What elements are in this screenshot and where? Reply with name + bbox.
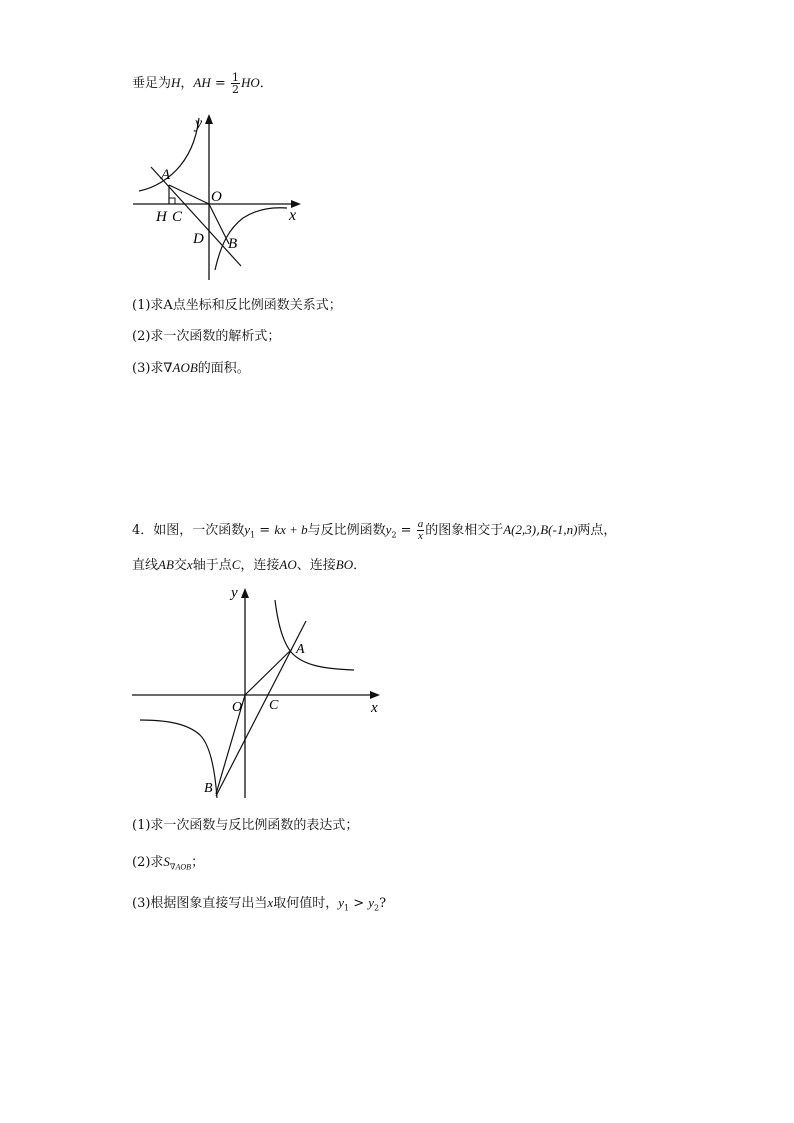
p4-eq1: =: [255, 523, 275, 538]
p4-line-AB: [216, 621, 306, 796]
p4-q2-suffix: ；: [191, 855, 205, 870]
p3-label-y: y: [195, 115, 203, 132]
p4-statement-line1: [132, 519, 616, 545]
p4-tail2: 两点，: [577, 523, 617, 538]
p3-label-C: C: [172, 209, 183, 225]
p4-label-A: A: [296, 642, 305, 657]
p3-q3-prefix: (3)求: [132, 361, 164, 376]
p3-question-1: (1)求A点坐标和反比例函数关系式；: [132, 298, 342, 313]
p4-number: 4．如图，一次函数: [132, 523, 245, 538]
p4-frac-num: a: [417, 518, 424, 530]
p4-l2-a: 直线: [132, 558, 159, 573]
p4-l2-AO: AO: [279, 557, 297, 572]
p4-label-y: y: [231, 585, 238, 601]
p3-question-3: [132, 359, 250, 378]
p4-l2-BO: BO: [335, 557, 354, 572]
p4-l2-d: ，连接: [240, 558, 280, 573]
p3-label-O: O: [211, 189, 222, 205]
p3-intro-H: H: [171, 75, 181, 90]
p4-q3-y1: y: [338, 895, 344, 910]
p4-l2-x: x: [186, 557, 193, 572]
p4-q3-y2: y: [368, 895, 375, 910]
p4-y-arrow: [241, 588, 249, 598]
p4-fraction: [417, 519, 425, 542]
p3-figure: [125, 108, 310, 283]
p3-question-2: (2)求一次函数的解析式；: [132, 329, 281, 344]
p3-label-D: D: [193, 231, 204, 247]
p3-frac-den: 2: [231, 83, 239, 96]
p4-q3-prefix: (3)根据图象直接写出当: [132, 896, 268, 911]
p4-q3-y1-sub: 1: [344, 903, 350, 913]
p3-label-x: x: [289, 207, 297, 224]
p4-point-B: B(-1,n): [540, 522, 578, 537]
p4-question-2: [132, 853, 204, 877]
p3-segment-BO: [209, 204, 229, 244]
p4-l2-AB: AB: [158, 557, 174, 572]
p3-label-B: B: [228, 236, 238, 252]
p4-l2-c: 轴于点: [192, 558, 232, 573]
p4-eq2: =: [396, 523, 416, 538]
p4-q3-x: x: [267, 895, 274, 910]
p4-label-x: x: [371, 700, 378, 716]
p4-q3-end: ?: [379, 896, 387, 911]
p4-q2-S: S: [163, 854, 170, 869]
p3-y-arrow: [205, 114, 213, 124]
p3-intro-end: ．: [259, 76, 273, 91]
p3-label-A: A: [161, 167, 171, 183]
p3-intro-line: [132, 72, 273, 95]
p4-l2-e: 、连接: [296, 558, 336, 573]
p4-question-1: (1)求一次函数与反比例函数的表达式；: [132, 818, 359, 833]
p3-intro-prefix: 垂足为: [132, 76, 172, 91]
p4-q2-sub: ∇AOB: [169, 862, 192, 872]
p4-l2-C: C: [231, 557, 241, 572]
p3-intro-sep: ，: [180, 76, 194, 91]
p3-q3-triangle: ∇AOB: [163, 360, 198, 375]
p3-q3-suffix: 的面积。: [197, 361, 250, 376]
p4-label-O: O: [232, 700, 243, 715]
p4-segment-AO: [245, 649, 292, 695]
p4-frac-den: x: [418, 530, 423, 542]
p4-l2-f: ．: [353, 558, 367, 573]
p4-q3-gt: >: [349, 896, 369, 911]
p4-q3-y2-sub: 2: [374, 903, 380, 913]
p4-y2: y: [385, 522, 392, 537]
p4-q3-mid: 取何值时，: [273, 896, 339, 911]
p4-q2-prefix: (2)求: [132, 855, 164, 870]
p4-comma: ,: [536, 523, 541, 538]
p4-label-C: C: [269, 698, 279, 713]
p3-intro-AH: AH: [193, 75, 211, 90]
p4-mid: 与反比例函数: [307, 523, 386, 538]
p4-figure: [128, 580, 388, 805]
p3-intro-HO: HO: [240, 75, 260, 90]
p4-l2-b: 交: [173, 558, 187, 573]
p3-label-H: H: [156, 209, 167, 225]
p3-right-angle-mark: [169, 198, 175, 204]
p4-question-3: [132, 894, 386, 918]
p4-y1: y: [244, 522, 251, 537]
p3-frac-num: 1: [231, 71, 239, 84]
p3-fraction: [231, 72, 240, 95]
p4-y2-sub: 2: [391, 530, 397, 540]
p4-x-arrow: [370, 691, 380, 699]
p4-y1-sub: 1: [250, 530, 256, 540]
p4-kxb: kx + b: [274, 522, 308, 537]
p4-label-B: B: [204, 781, 213, 796]
p3-intro-eq: =: [210, 76, 230, 91]
p4-tail: 的图象相交于: [425, 523, 504, 538]
p4-statement-line2: [132, 556, 366, 575]
p4-point-A: A(2,3): [503, 522, 537, 537]
